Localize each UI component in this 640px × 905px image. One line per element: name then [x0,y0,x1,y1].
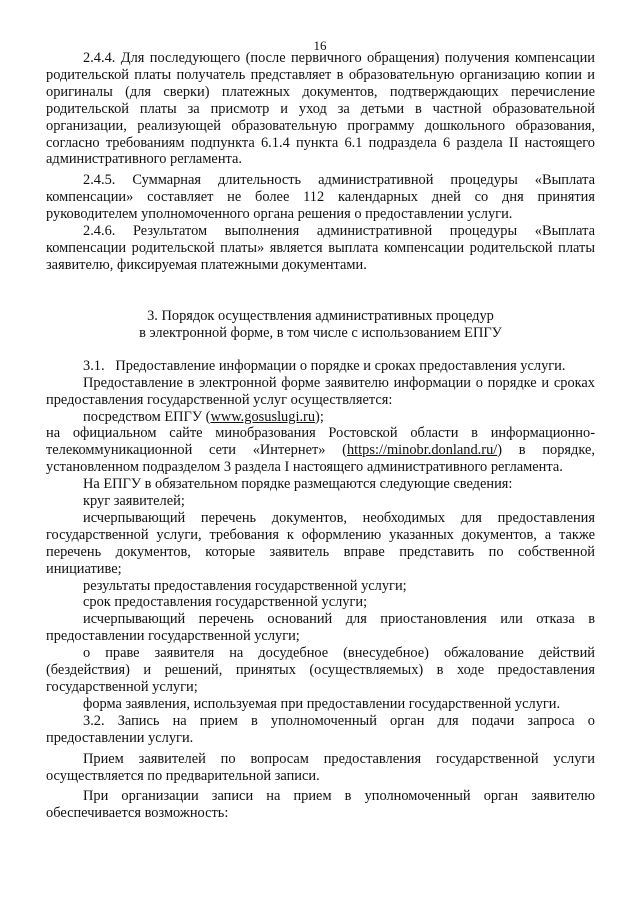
paragraph-2-4-5: 2.4.5. Суммарная длительность административной процедуры «Выплата компенсации» составляет не более 112 календарных дней со дня принятия руководителем уполномоченного органа решения о предоставлении услуги. [46,172,595,223]
via-epgu-text-end: ); [315,408,324,425]
official-site-text-end: ) в порядке, установленном подразделом 3 раздела I настоящего административного регламента. [46,442,595,476]
list-item: круг заявителей; [83,493,185,510]
paragraph-2-4-6: 2.4.6. Результатом выполнения административной процедуры «Выплата компенсации родительской платы» является выплата компенсации родительской платы заявителю, фиксируемая платежными документами. [46,223,595,273]
gosuslugi-link[interactable]: www.gosuslugi.ru [210,408,316,425]
list-item: о праве заявителя на досудебное (внесудебное) обжалование действий (бездействия) и решений, принятых (осуществляемых) в ходе предоставления государственной услуги; [46,645,595,695]
paragraph-reception-2: При организации записи на прием в уполномоченный орган заявителю обеспечивается возможность: [46,788,595,822]
list-item: результаты предоставления государственной услуги; [83,577,407,594]
paragraph-reception-1: Прием заявителей по вопросам предоставления государственной услуги осуществляется по предварительной записи. [46,750,595,784]
section-heading-line-2: в электронной форме, в том числе с использованием ЕПГУ [139,324,502,341]
document-body [46,50,595,822]
section-heading [46,308,595,342]
list-item: исчерпывающий перечень документов, необходимых для предоставления государственной услуги, требования к оформлению указанных документов, а также перечень документов, которые заявитель вправе представить по собственной инициативе; [46,509,595,577]
paragraph-2-4-4: 2.4.4. Для последующего (после первичного обращения) получения компенсации родительской платы получатель представляет в образовательную организацию копии и оригиналы (для сверки) платежных документов, подтверждающих перечисление родительской платы за присмотр и уход за детьми в частной образовательной организации, реализующей образовательную программу дошкольного образования, согласно требованиям подпункта 6.1.4 пункта 6.1 подраздела 6 раздела II настоящего административного регламента. [46,50,595,168]
minobr-link[interactable]: https://minobr.donland.ru/ [346,442,498,459]
paragraph-3-2: 3.2. Запись на прием в уполномоченный орган для подачи запроса о предоставлении услуги. [46,712,595,746]
official-site-text: на официальном сайте минобразования Ростовской области в информационно-телекоммуникационной сети «Интернет» ( [46,425,595,459]
list-item: форма заявления, используемая при предоставлении государственной услуги. [83,695,561,712]
paragraph-3-1: 3.1. Предоставление информации о порядке и сроках предоставления услуги. [83,357,566,374]
paragraph-via-epgu [46,409,595,426]
list-item: срок предоставления государственной услуги; [83,594,368,611]
section-heading-line-1: 3. Порядок осуществления административных процедур [147,307,494,324]
paragraph-official-site [46,425,595,476]
via-epgu-text: посредством ЕПГУ ( [83,408,211,425]
page-number: 16 [313,38,327,53]
paragraph-info-intro: Предоставление в электронной форме заявителю информации о порядке и сроках предоставления государственной услуг осуществляется: [46,374,595,408]
paragraph-epgu-mandatory: На ЕПГУ в обязательном порядке размещаются следующие сведения: [83,476,513,493]
list-item: исчерпывающий перечень оснований для приостановления или отказа в предоставлении государственной услуги; [46,611,595,645]
